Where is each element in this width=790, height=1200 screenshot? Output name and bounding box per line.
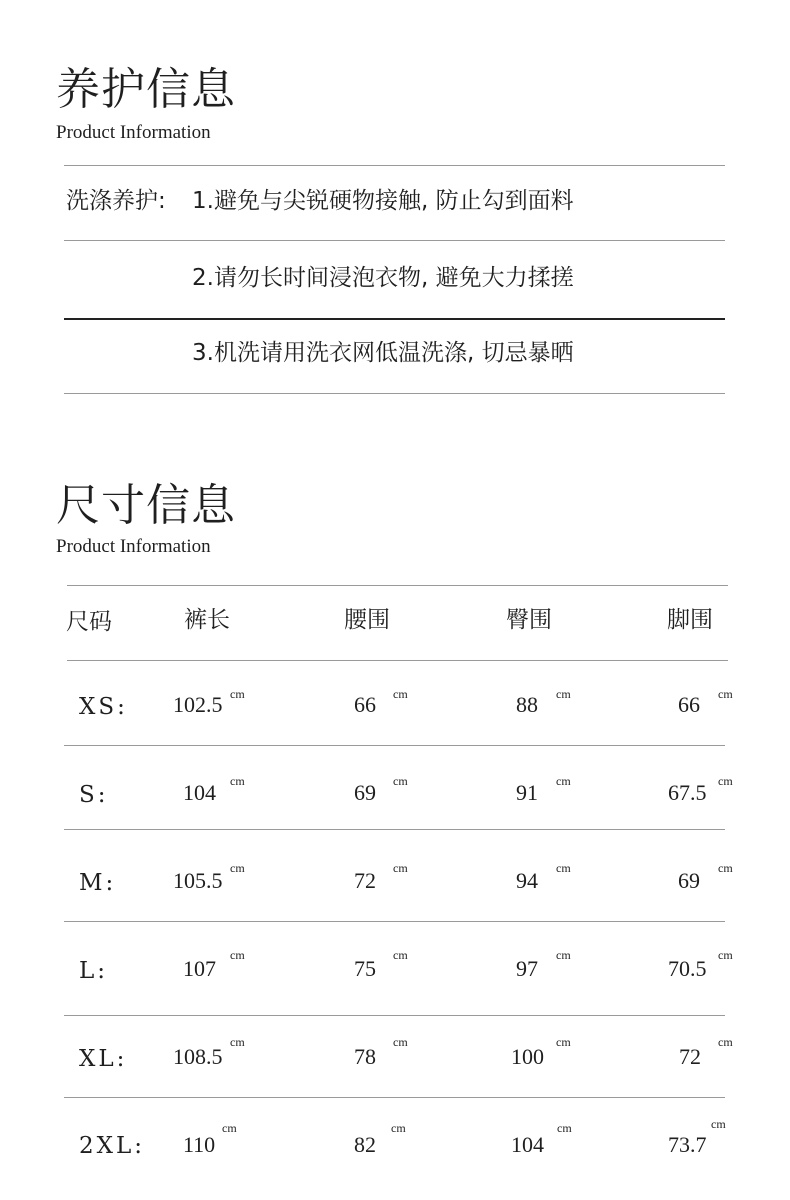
unit-label: cm [393, 774, 408, 788]
hem-value: 69 [678, 868, 700, 893]
divider [64, 921, 725, 922]
divider [64, 1097, 725, 1098]
size-label-2xl: 2XL: [79, 1133, 146, 1159]
unit-label: cm [556, 774, 571, 788]
unit-label: cm [718, 1035, 733, 1049]
unit-label: cm [557, 1121, 572, 1135]
hem-value: 70.5 [668, 956, 707, 981]
unit-label: cm [718, 861, 733, 875]
hip-value: 94 [516, 868, 538, 893]
unit-label: cm [393, 687, 408, 701]
divider [64, 393, 725, 394]
unit-label: cm [711, 1117, 726, 1131]
hem-value: 66 [678, 692, 700, 717]
unit-label: cm [718, 774, 733, 788]
divider [64, 240, 725, 241]
length-value: 107 [183, 956, 216, 981]
header-length: 裤长 [184, 607, 230, 633]
hem-value: 72 [679, 1044, 701, 1069]
unit-label: cm [230, 948, 245, 962]
care-label: 洗涤养护: [66, 188, 166, 214]
unit-label: cm [718, 948, 733, 962]
care-line-2: 2.请勿长时间浸泡衣物, 避免大力揉搓 [192, 265, 574, 291]
length-value: 105.5 [173, 868, 223, 893]
unit-label: cm [556, 948, 571, 962]
care-title: 养护信息 [56, 64, 236, 115]
size-label-m: M: [79, 870, 117, 896]
unit-label: cm [556, 861, 571, 875]
divider [64, 745, 725, 746]
hip-value: 97 [516, 956, 538, 981]
size-subtitle: Product Information [56, 536, 211, 557]
unit-label: cm [393, 1035, 408, 1049]
length-value: 108.5 [173, 1044, 223, 1069]
unit-label: cm [391, 1121, 406, 1135]
divider [64, 318, 725, 320]
divider [64, 829, 725, 830]
length-value: 102.5 [173, 692, 223, 717]
hip-value: 100 [511, 1044, 544, 1069]
hip-value: 88 [516, 692, 538, 717]
hip-value: 104 [511, 1132, 544, 1157]
waist-value: 78 [354, 1044, 376, 1069]
waist-value: 66 [354, 692, 376, 717]
care-subtitle: Product Information [56, 122, 211, 143]
waist-value: 69 [354, 780, 376, 805]
size-title: 尺寸信息 [56, 480, 236, 531]
divider [67, 585, 728, 586]
unit-label: cm [230, 687, 245, 701]
unit-label: cm [393, 948, 408, 962]
size-label-l: L: [79, 958, 109, 984]
unit-label: cm [556, 1035, 571, 1049]
size-label-xl: XL: [79, 1046, 128, 1072]
unit-label: cm [556, 687, 571, 701]
unit-label: cm [222, 1121, 237, 1135]
header-waist: 腰围 [344, 607, 390, 633]
divider [64, 165, 725, 166]
size-label-xs: XS: [79, 694, 128, 720]
hip-value: 91 [516, 780, 538, 805]
unit-label: cm [718, 687, 733, 701]
waist-value: 82 [354, 1132, 376, 1157]
header-hem: 脚围 [667, 607, 713, 633]
size-label-s: S: [79, 782, 109, 808]
hem-value: 73.7 [668, 1132, 707, 1157]
unit-label: cm [230, 861, 245, 875]
care-line-3: 3.机洗请用洗衣网低温洗涤, 切忌暴晒 [192, 340, 574, 366]
waist-value: 75 [354, 956, 376, 981]
divider [67, 660, 728, 661]
length-value: 104 [183, 780, 216, 805]
unit-label: cm [230, 1035, 245, 1049]
header-size: 尺码 [66, 609, 112, 635]
unit-label: cm [393, 861, 408, 875]
hem-value: 67.5 [668, 780, 707, 805]
header-hip: 臀围 [506, 607, 552, 633]
unit-label: cm [230, 774, 245, 788]
divider [64, 1015, 725, 1016]
length-value: 110 [183, 1132, 216, 1157]
care-line-1: 1.避免与尖锐硬物接触, 防止勾到面料 [192, 188, 574, 214]
waist-value: 72 [354, 868, 376, 893]
